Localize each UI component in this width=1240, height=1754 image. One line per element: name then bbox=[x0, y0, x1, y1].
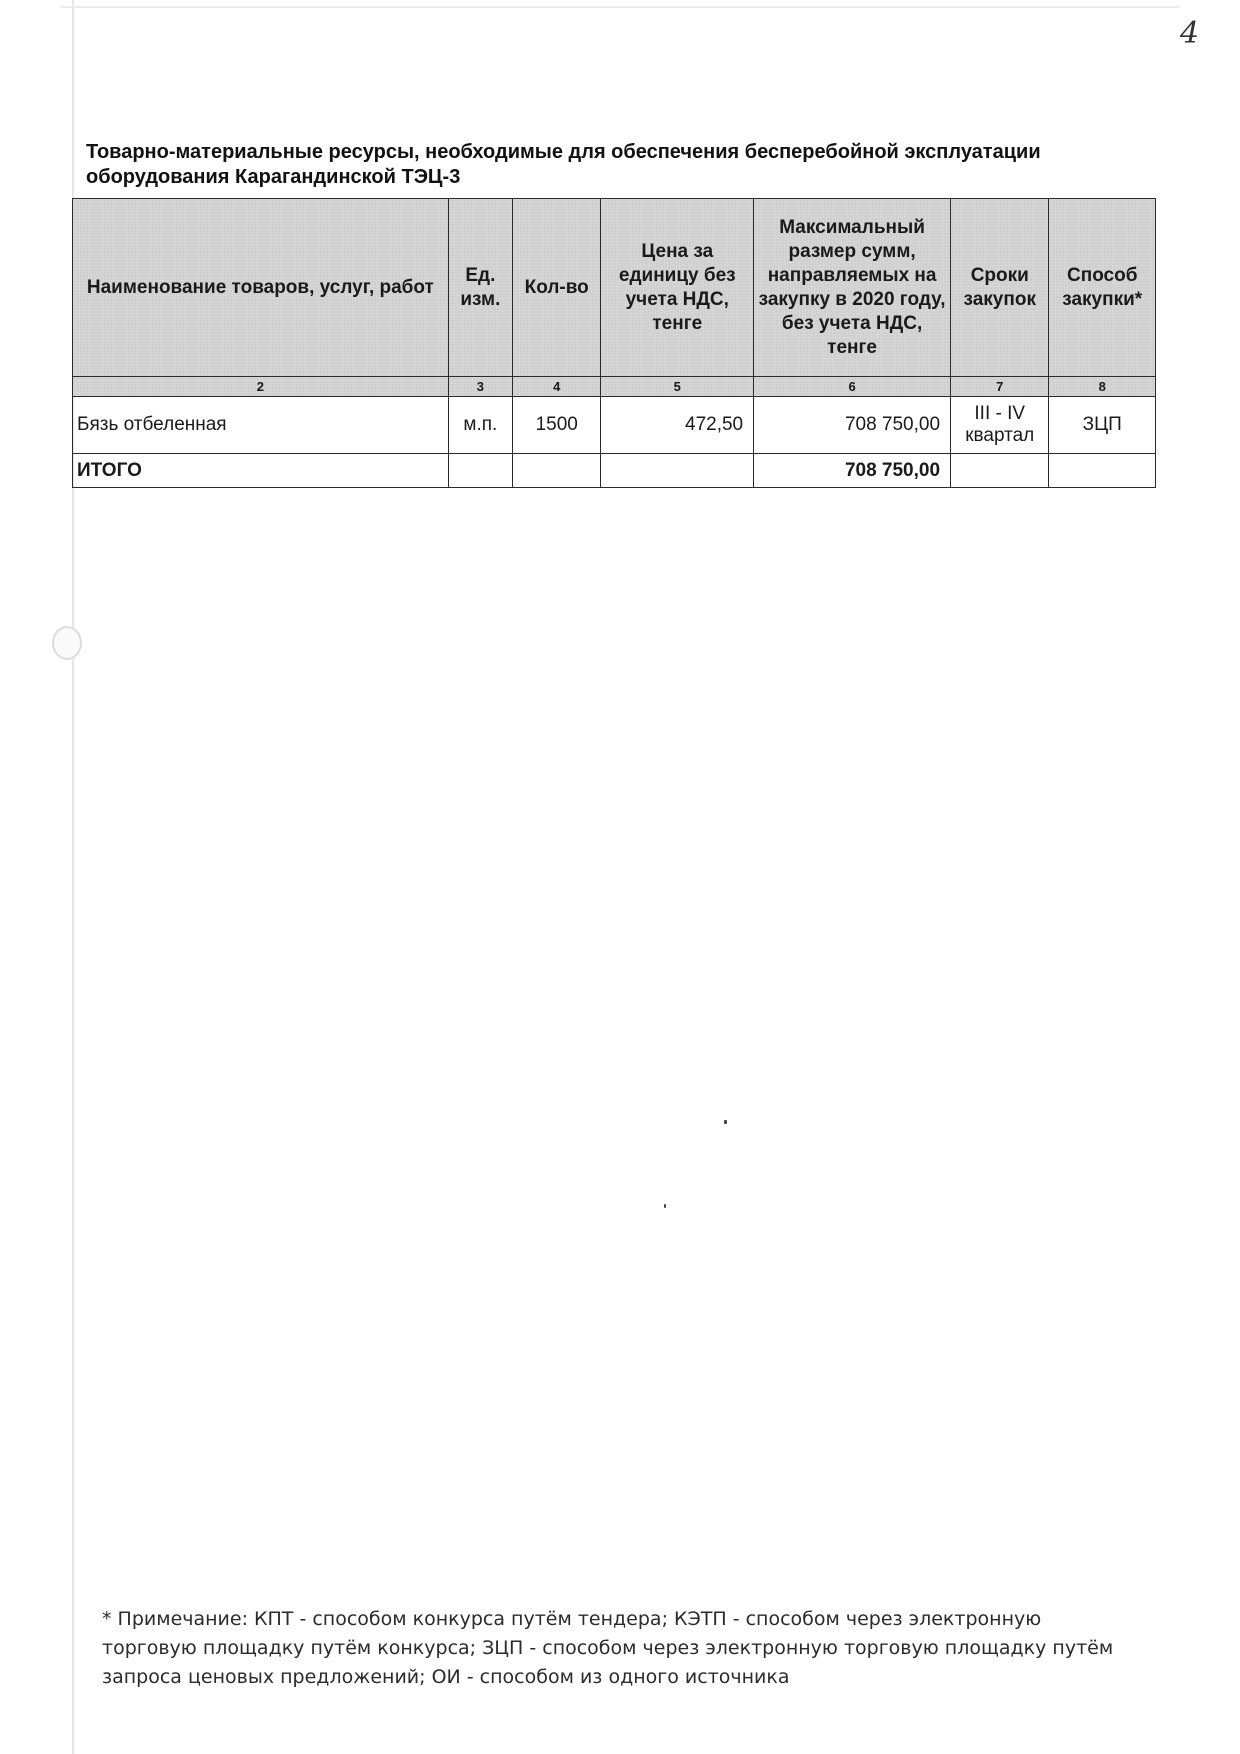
document-title-line-2: оборудования Карагандинской ТЭЦ-3 bbox=[86, 166, 461, 188]
cell-sum: 708 750,00 bbox=[754, 397, 951, 454]
cell-name: Бязь отбеленная bbox=[73, 397, 449, 454]
header-name: Наименование товаров, услуг, работ bbox=[73, 199, 449, 377]
table-row bbox=[73, 397, 1156, 454]
header-period: Сроки закупок bbox=[951, 199, 1049, 377]
column-number-row bbox=[73, 377, 1156, 397]
column-number: 4 bbox=[513, 377, 601, 397]
header-unit: Ед. изм. bbox=[448, 199, 512, 377]
total-sum: 708 750,00 bbox=[754, 454, 951, 488]
header-price: Цена за единицу без учета НДС, тенге bbox=[601, 199, 754, 377]
column-number: 5 bbox=[601, 377, 754, 397]
header-max-sum: Максимальный размер сумм, направляемых на закупку в 2020 году, без учета НДС, тенге bbox=[754, 199, 951, 377]
table-header-row bbox=[73, 199, 1156, 377]
empty-cell bbox=[513, 454, 601, 488]
column-number: 8 bbox=[1049, 377, 1156, 397]
scan-speck bbox=[724, 1120, 727, 1124]
empty-cell bbox=[1049, 454, 1156, 488]
column-number: 3 bbox=[448, 377, 512, 397]
cell-price: 472,50 bbox=[601, 397, 754, 454]
cell-period: III - IV квартал bbox=[951, 397, 1049, 454]
column-number: 7 bbox=[951, 377, 1049, 397]
document-title-line-1: Товарно-материальные ресурсы, необходимые для обеспечения бесперебойной эксплуатации bbox=[86, 141, 1041, 163]
header-method: Способ закупки* bbox=[1049, 199, 1156, 377]
total-row bbox=[73, 454, 1156, 488]
footnote: * Примечание: КПТ - способом конкурса путём тендера; КЭТП - способом через электронную торговую площадку путём конкурса; ЗЦП - способом через электронную торговую площадку путём запроса ценовых предложений; ОИ - способом из одного источника bbox=[102, 1608, 1114, 1688]
cell-unit: м.п. bbox=[448, 397, 512, 454]
empty-cell bbox=[448, 454, 512, 488]
cell-method: ЗЦП bbox=[1049, 397, 1156, 454]
page-number: 4 bbox=[1180, 16, 1200, 51]
empty-cell bbox=[951, 454, 1049, 488]
scan-speck bbox=[664, 1204, 666, 1208]
goods-table bbox=[72, 198, 1156, 488]
binder-hole bbox=[52, 626, 82, 660]
document-title bbox=[86, 140, 1126, 190]
empty-cell bbox=[601, 454, 754, 488]
total-label: ИТОГО bbox=[73, 454, 449, 488]
cell-qty: 1500 bbox=[513, 397, 601, 454]
header-qty: Кол-во bbox=[513, 199, 601, 377]
column-number: 6 bbox=[754, 377, 951, 397]
scan-edge bbox=[60, 6, 1180, 8]
column-number: 2 bbox=[73, 377, 449, 397]
